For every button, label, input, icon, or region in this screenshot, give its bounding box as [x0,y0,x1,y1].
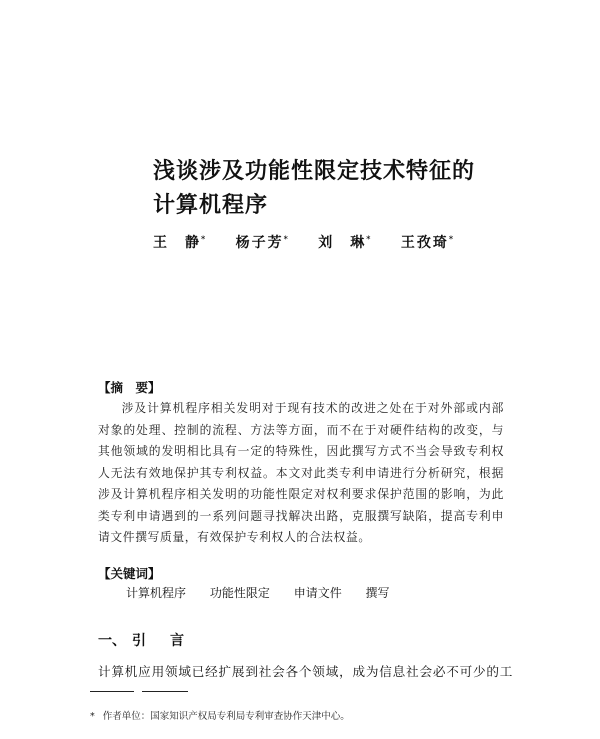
footnote-mark: * [90,711,95,722]
abstract-heading: 【摘 要】 [98,380,161,395]
keyword: 功能性限定 [209,586,270,600]
author [153,232,207,252]
author-mark: * [366,233,373,244]
section-heading [98,630,208,650]
author-name: 刘 琳 [318,235,367,251]
keyword: 计算机程序 [126,586,187,600]
author-mark: * [448,233,456,244]
author-name: 王孜琦 [400,235,449,251]
article-title [153,155,475,223]
keyword: 撰写 [365,586,390,600]
author-list [153,232,477,252]
footnote-divider [90,691,188,692]
author-name: 王 静 [153,235,201,251]
author [236,232,290,252]
author [401,232,455,252]
keywords-list [126,584,410,601]
section-number: 一、 [98,633,126,649]
author [318,232,372,252]
section-title: 引言 [132,633,208,649]
footnote-text: 作者单位：国家知识产权局专利局专利审查协作天津中心。 [102,711,350,722]
author-name: 杨子芳 [235,235,284,251]
abstract-text: 涉及计算机程序相关发明对于现有技术的改进之处在于对外部或内部对象的处理、控制的流程、方法等方面，而不在于对硬件结构的改变，与其他领域的发明相比具有一定的特殊性，因此撰写方式不当会导致专利权人无法有效地保护其专利权益。本文对此类专利申请进行分析研究，根据涉及计算机程序相关发明的功能性限定对权利要求保护范围的影响，为此类专利申请遇到的一系列问题寻找解决出路，克服撰写缺陷，提高专利申请文件撰写质量，有效保护专利权人的合法权益。 [98,401,504,544]
author-mark: * [201,233,208,244]
keywords-heading: 【关键词】 [98,566,161,581]
footnote [90,708,350,722]
title-line-2: 计算机程序 [153,193,269,218]
author-mark: * [283,233,290,244]
body-paragraph: 计算机应用领域已经扩展到社会各个领域，成为信息社会必不可少的工 [98,664,514,679]
keyword: 申请文件 [293,586,342,600]
title-line-1: 浅谈涉及功能性限定技术特征的 [153,159,476,184]
